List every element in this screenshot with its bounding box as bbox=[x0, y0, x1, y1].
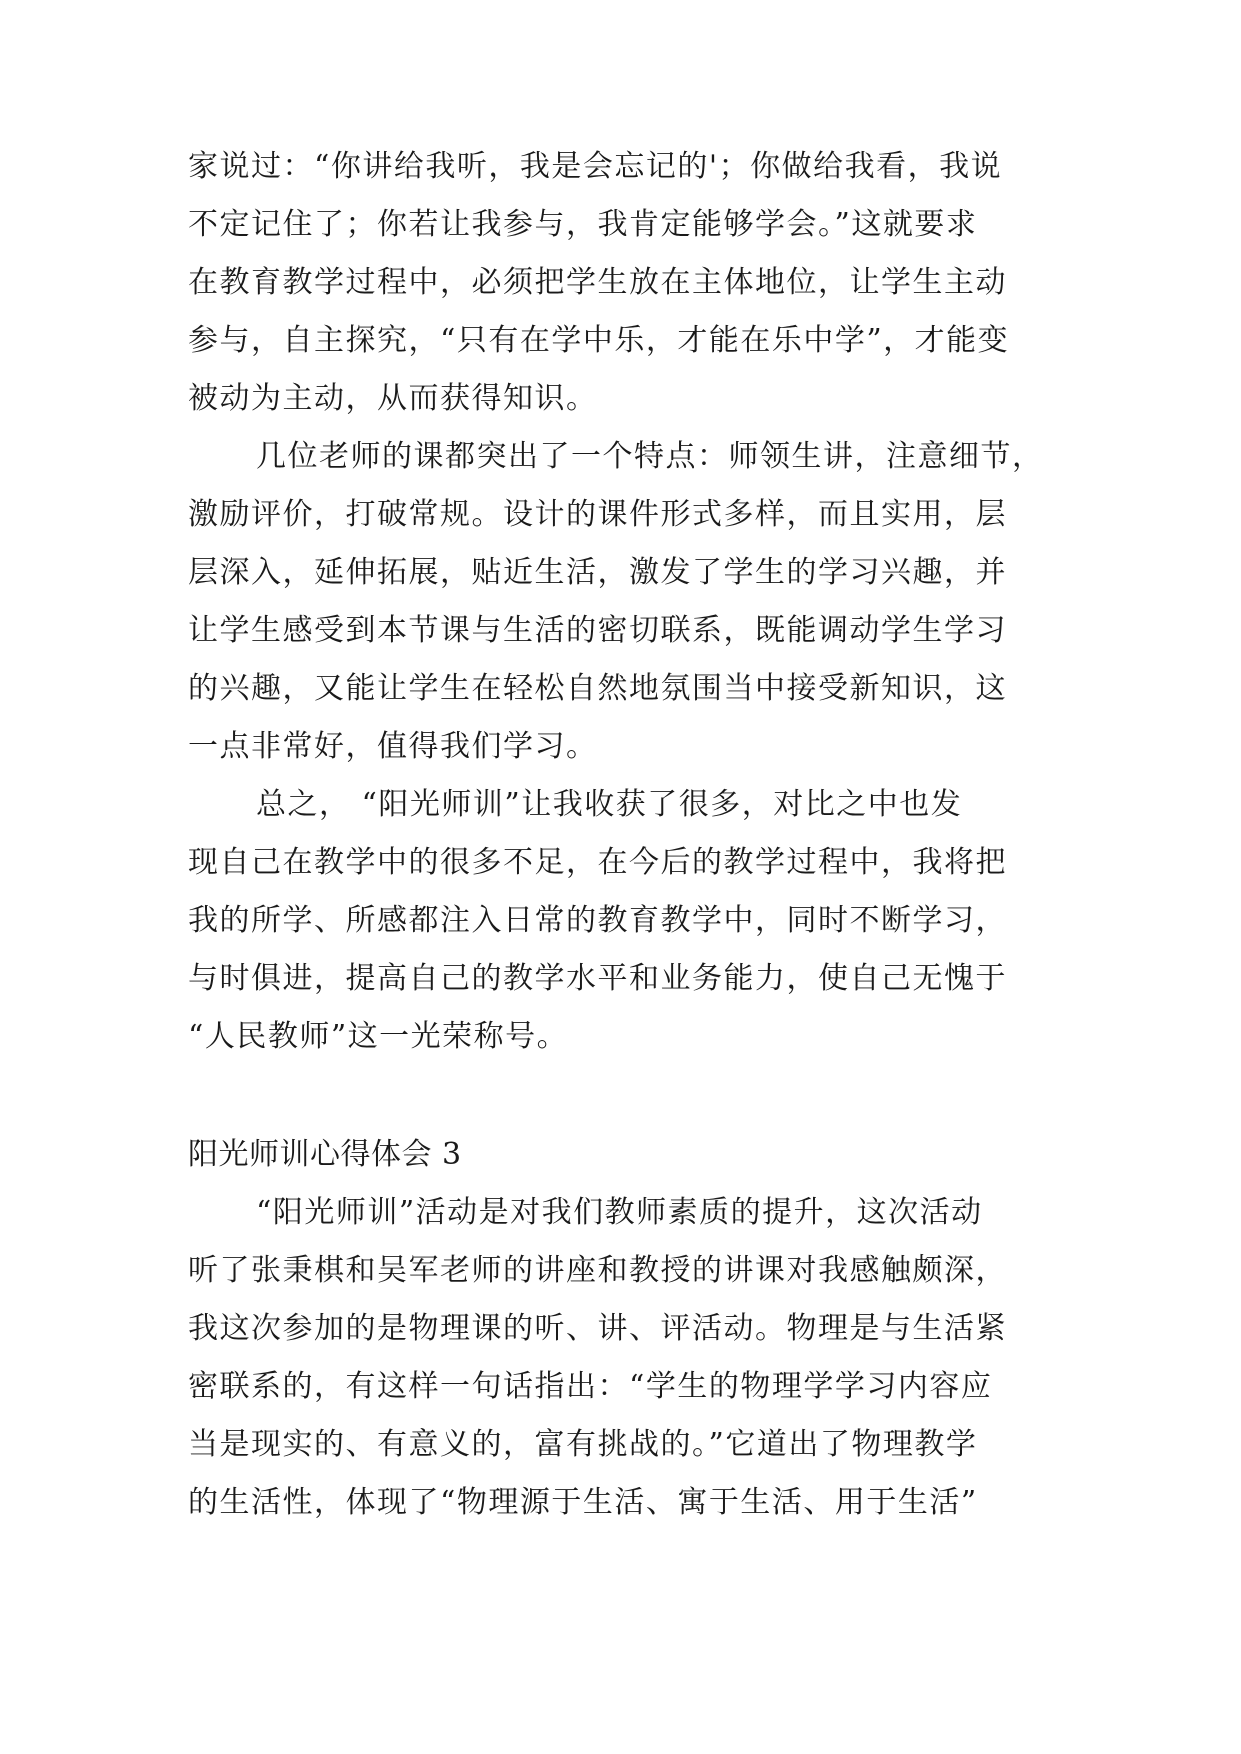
paragraph-line: 的生活性，体现了“物理源于生活、寓于生活、用于生活” bbox=[188, 1485, 978, 1520]
paragraph-line: 层深入，延伸拓展，贴近生活，激发了学生的学习兴趣，并 bbox=[188, 555, 1007, 590]
paragraph-line: 总之， “阳光师训”让我收获了很多，对比之中也发 bbox=[256, 787, 963, 822]
paragraph-line: 的兴趣，又能让学生在轻松自然地氛围当中接受新知识，这 bbox=[188, 671, 1007, 706]
paragraph-line: 我这次参加的是物理课的听、讲、评活动。物理是与生活紧 bbox=[188, 1311, 1007, 1346]
paragraph-line: 与时俱进，提高自己的教学水平和业务能力，使自己无愧于 bbox=[188, 961, 1007, 996]
paragraph-line: 密联系的，有这样一句话指出：“学生的物理学学习内容应 bbox=[188, 1369, 993, 1404]
paragraph-line: 几位老师的课都突出了一个特点：师领生讲，注意细节， bbox=[256, 439, 1044, 474]
paragraph-line: 在教育教学过程中，必须把学生放在主体地位，让学生主动 bbox=[188, 265, 1007, 300]
paragraph-line: 家说过：“你讲给我听，我是会忘记的'；你做给我看，我说 bbox=[188, 149, 1003, 184]
paragraph-line: 不定记住了；你若让我参与，我肯定能够学会。”这就要求 bbox=[188, 207, 978, 242]
paragraph-line: 现自己在教学中的很多不足，在今后的教学过程中，我将把 bbox=[188, 845, 1007, 880]
paragraph-line: “阳光师训”活动是对我们教师素质的提升，这次活动 bbox=[256, 1195, 983, 1230]
section-heading: 阳光师训心得体会 3 bbox=[188, 1137, 462, 1172]
paragraph-line: “人民教师”这一光荣称号。 bbox=[188, 1019, 569, 1054]
paragraph-line: 参与，自主探究，“只有在学中乐，才能在乐中学”，才能变 bbox=[188, 323, 1010, 358]
paragraph-line: 被动为主动，从而获得知识。 bbox=[188, 381, 598, 416]
paragraph-line: 激励评价，打破常规。设计的课件形式多样，而且实用，层 bbox=[188, 497, 1007, 532]
paragraph-line: 让学生感受到本节课与生活的密切联系，既能调动学生学习 bbox=[188, 613, 1007, 648]
paragraph-line: 听了张秉棋和吴军老师的讲座和教授的讲课对我感触颇深， bbox=[188, 1253, 1007, 1288]
paragraph-line: 我的所学、所感都注入日常的教育教学中，同时不断学习， bbox=[188, 903, 1007, 938]
paragraph-line: 一点非常好，值得我们学习。 bbox=[188, 729, 598, 764]
paragraph-line: 当是现实的、有意义的，富有挑战的。”它道出了物理教学 bbox=[188, 1427, 978, 1462]
